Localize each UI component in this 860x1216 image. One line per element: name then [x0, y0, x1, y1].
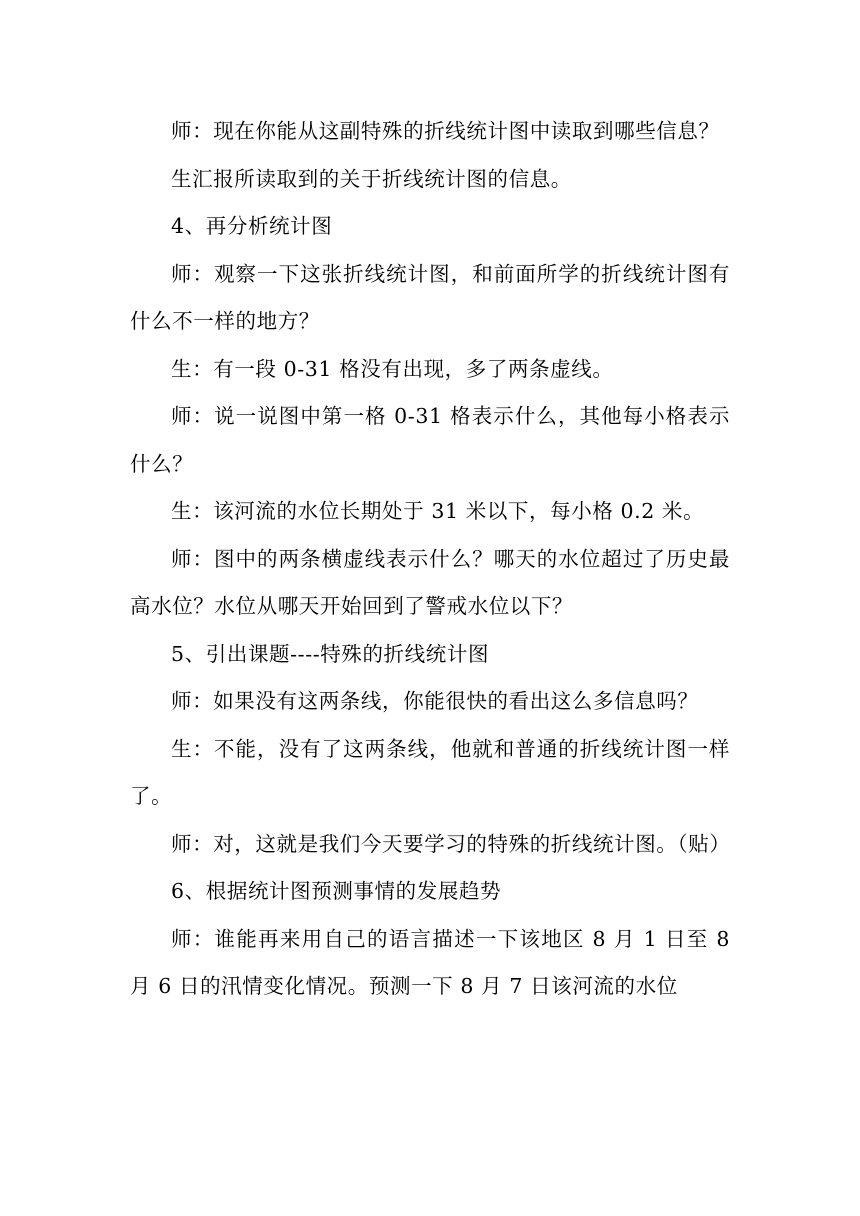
paragraph-teacher-topic: 师：对，这就是我们今天要学习的特殊的折线统计图。（贴）	[171, 831, 731, 856]
paragraph-teacher-grid-meaning: 师：说一说图中第一格 0-31 格表示什么，其他每小格表示什么？	[130, 404, 730, 476]
paragraph-student-water-level: 生：该河流的水位长期处于 31 米以下，每小格 0.2 米。	[171, 499, 705, 523]
paragraph-student-report: 生汇报所读取到的关于折线统计图的信息。	[171, 166, 572, 191]
paragraph-teacher-dashed-meaning: 师：图中的两条横虚线表示什么？哪天的水位超过了历史最高水位？水位从哪天开始回到了警戒水位以下？	[130, 546, 730, 618]
section-heading-4: 4、再分析统计图	[171, 214, 333, 238]
paragraph-teacher-question-info: 师：现在你能从这副特殊的折线统计图中读取到哪些信息？	[171, 119, 720, 143]
document-body	[130, 108, 730, 1011]
paragraph-teacher-without-lines: 师：如果没有这两条线，你能很快的看出这么多信息吗？	[171, 689, 699, 713]
paragraph-student-dashed-lines: 生：有一段 0-31 格没有出现，多了两条虚线。	[171, 356, 614, 381]
section-heading-5: 5、引出课题----特殊的折线统计图	[171, 641, 490, 666]
paragraph-teacher-observe: 师：观察一下这张折线统计图，和前面所学的折线统计图有什么不一样的地方？	[130, 261, 730, 333]
paragraph-student-cannot: 生：不能，没有了这两条线，他就和普通的折线统计图一样了。	[130, 736, 730, 808]
paragraph-teacher-predict: 师：谁能再来用自己的语言描述一下该地区 8 月 1 日至 8 月 6 日的汛情变化情况。预测一下 8 月 7 日该河流的水位	[130, 926, 730, 998]
section-heading-6: 6、根据统计图预测事情的发展趋势	[171, 879, 502, 903]
